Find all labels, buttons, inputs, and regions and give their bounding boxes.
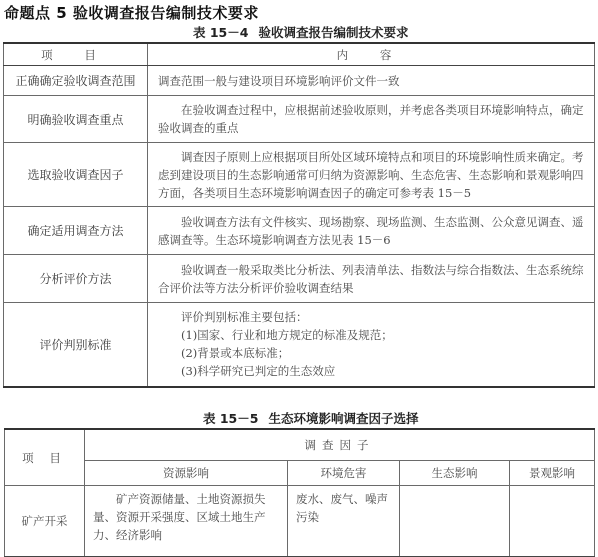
table2-caption-number: 表 15－5 — [203, 411, 259, 426]
table-row — [4, 96, 595, 143]
table-row — [4, 255, 595, 303]
table1-header-item: 项 目 — [4, 43, 148, 66]
row-content-criteria — [148, 303, 595, 387]
row-item: 正确确定验收调查范围 — [4, 66, 148, 96]
subheader-resource-impact: 资源影响 — [85, 461, 288, 486]
factor-resource: 矿产资源储量、土地资源损失量、资源开采强度、区域土地生产力、经济影响 — [85, 486, 288, 557]
criteria-item: (1)国家、行业和地方规定的标准及规范； — [181, 328, 393, 343]
factor-landscape — [510, 486, 595, 557]
criteria-item: (2)背景或本底标准； — [181, 346, 290, 361]
row-content: 验收调查一般采取类比分析法、列表清单法、指数法与综合指数法、生态系统综合评价法等方法分析评价验收调查结果 — [148, 255, 595, 303]
subheader-environmental-hazard: 环境危害 — [288, 461, 400, 486]
table-ecological-survey-factors — [4, 428, 595, 557]
row-item: 明确验收调查重点 — [4, 96, 148, 143]
row-content: 调查因子原则上应根据项目所处区域环境特点和项目的环境影响性质来确定。考虑到建设项目的生态影响通常可归纳为资源影响、生态危害、生态影响和景观影响四方面，各类项目生态环境影响调查因子的确定可参考表 15－5 — [148, 143, 595, 207]
table2-caption-title: 生态环境影响调查因子选择 — [268, 411, 419, 426]
table2-header-item: 项 目 — [5, 429, 85, 486]
row-content: 验收调查方法有文件核实、现场勘察、现场监测、生态监测、公众意见调查、遥感调查等。生态环境影响调查方法见表 15－6 — [148, 207, 595, 255]
table1-caption-title: 验收调查报告编制技术要求 — [258, 25, 409, 40]
table-row — [5, 486, 595, 557]
table2-caption — [203, 409, 418, 427]
table2-header-group: 调查因子 — [85, 429, 595, 461]
table-row — [4, 207, 595, 255]
row-content: 在验收调查过程中，应根据前述验收原则，并考虑各类项目环境影响特点，确定验收调查的重点 — [148, 96, 595, 143]
factor-hazard: 废水、废气、噪声污染 — [288, 486, 400, 557]
subheader-landscape-impact: 景观影响 — [510, 461, 595, 486]
table1-caption — [193, 23, 408, 41]
table2-subheader-row — [5, 461, 595, 486]
row-content: 调查范围一般与建设项目环境影响评价文件一致 — [148, 66, 595, 96]
factor-ecological — [400, 486, 510, 557]
page-heading: 命题点 5 验收调查报告编制技术要求 — [4, 4, 259, 22]
row-item: 评价判别标准 — [4, 303, 148, 387]
row-item: 选取验收调查因子 — [4, 143, 148, 207]
criteria-intro: 评价判别标准主要包括： — [181, 310, 308, 325]
row-item: 矿产开采 — [5, 486, 85, 557]
table-row — [4, 143, 595, 207]
criteria-item: (3)科学研究已判定的生态效应 — [181, 364, 336, 379]
table-row — [4, 66, 595, 96]
table1-caption-number: 表 15－4 — [193, 25, 249, 40]
row-item: 分析评价方法 — [4, 255, 148, 303]
table1-header-row — [4, 43, 595, 66]
table2-header-row — [5, 429, 595, 461]
subheader-ecological-impact: 生态影响 — [400, 461, 510, 486]
table-acceptance-report-requirements — [3, 42, 595, 388]
table1-header-content: 内 容 — [148, 43, 595, 66]
row-item: 确定适用调查方法 — [4, 207, 148, 255]
table-row — [4, 303, 595, 387]
